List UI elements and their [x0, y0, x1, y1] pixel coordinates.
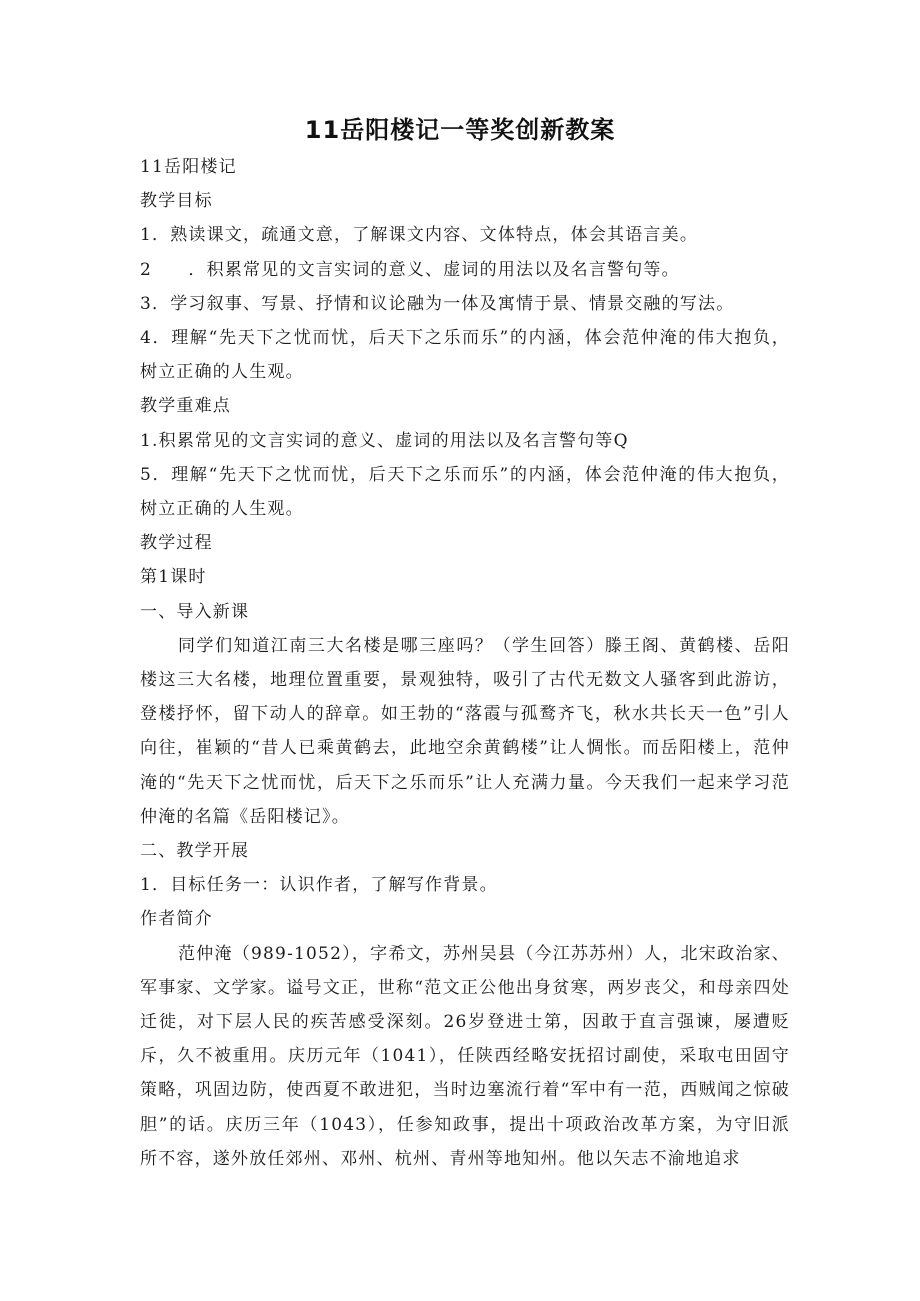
lesson-heading: 11岳阳楼记: [140, 157, 237, 177]
intro-paragraph: 同学们知道江南三大名楼是哪三座吗？（学生回答）滕王阁、黄鹤楼、岳阳楼这三大名楼，地理位置重要，景观独特，吸引了古代无数文人骚客到此游访，登楼抒怀，留下动人的辞章。如王勃的“落霞与孤鹜齐飞，秋水共长天一色”引人向往，崔颖的“昔人已乘黄鹤去，此地空余黄鹤楼”让人惆怅。而岳阳楼上，范仲淹的“先天下之忧而忧，后天下之乐而乐”让人充满力量。今天我们一起来学习范仲淹的名篇《岳阳楼记》。: [140, 635, 790, 827]
key-points-heading: 教学重难点: [140, 396, 231, 417]
goal-item: 2 ．积累常见的文言实词的意义、虚词的用法以及名言警句等。: [140, 259, 680, 280]
author-heading: 作者简介: [140, 909, 213, 930]
goals-heading: 教学目标: [140, 191, 213, 212]
task-item: 1．目标任务一：认识作者，了解写作背景。: [140, 875, 498, 896]
goal-item: 1．熟读课文，疏通文意，了解课文内容、文体特点，体会其语言美。: [140, 225, 699, 246]
lesson-period: 第1课时: [140, 567, 207, 588]
document-body: [140, 150, 790, 1176]
key-point-item: 5．理解“先天下之忧而忧，后天下之乐而乐”的内涵，体会范仲淹的伟大抱负，树立正确的人生观。: [140, 464, 790, 520]
section-heading: 二、教学开展: [140, 841, 250, 862]
goal-item: 4．理解“先天下之忧而忧，后天下之乐而乐”的内涵，体会范仲淹的伟大抱负，树立正确的人生观。: [140, 328, 790, 383]
process-heading: 教学过程: [140, 533, 213, 554]
section-heading: 一、导入新课: [140, 601, 250, 622]
author-paragraph: 范仲淹（989-1052），字希文，苏州吴县（今江苏苏州）人，北宋政治家、军事家、文学家。谥号文正，世称“范文正公他出身贫寒，两岁丧父，和母亲四处迁徙，对下层人民的疾苦感受深刻。26岁登进士第，因敢于直言强谏，屡遭贬斥，久不被重用。庆历元年（1041），任陕西经略安抚招讨副使，采取屯田固守策略，巩固边防，使西夏不敢进犯，当时边塞流行着“军中有一范，西贼闻之惊破胆”的话。庆历三年（1043），任参知政事，提出十项政治改革方案，为守旧派所不容，遂外放任郊州、邓州、杭州、青州等地知州。他以矢志不渝地追求: [140, 943, 790, 1169]
key-point-item: 1.积累常见的文言实词的意义、虚词的用法以及名言警句等Q: [140, 430, 629, 451]
goal-item: 3．学习叙事、写景、抒情和议论融为一体及寓情于景、情景交融的写法。: [140, 293, 735, 314]
document-title: 11岳阳楼记一等奖创新教案: [304, 116, 616, 144]
